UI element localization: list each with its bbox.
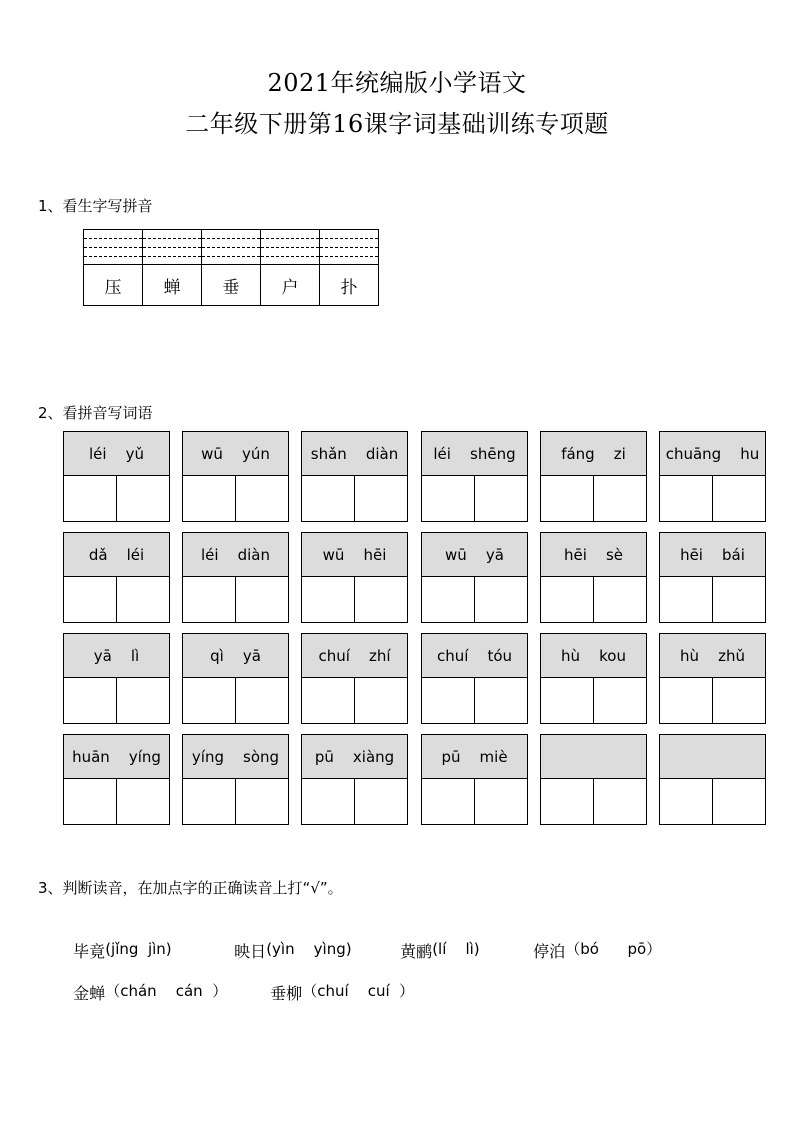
word-pinyin: chuí zhí: [302, 634, 407, 678]
title-line-2: 二年级下册第16课字词基础训练专项题: [185, 110, 609, 138]
reading-item: [63, 920, 172, 962]
character-write-box[interactable]: [713, 577, 765, 623]
item-paren-close: ）: [202, 982, 228, 1000]
write-boxes: [541, 678, 646, 724]
word-pinyin: hēi sè: [541, 533, 646, 577]
word-card: [182, 532, 289, 623]
character-write-box[interactable]: [64, 577, 117, 623]
word-card: [301, 532, 408, 623]
write-boxes: [183, 678, 288, 724]
word-pinyin: wū hēi: [302, 533, 407, 577]
item-paren-open: (: [432, 940, 439, 958]
reading-item: [63, 962, 227, 1004]
title-line-1: 2021年统编版小学语文: [267, 69, 527, 97]
character-write-box[interactable]: [183, 678, 236, 724]
word-card: [540, 532, 647, 623]
character-write-box[interactable]: [660, 779, 713, 825]
word-pinyin: pū xiàng: [302, 735, 407, 779]
item-paren-open: (: [266, 940, 273, 958]
character-write-box[interactable]: [541, 577, 594, 623]
write-boxes: [64, 476, 169, 522]
item-paren-open: （: [565, 940, 581, 958]
character-write-box[interactable]: [713, 779, 765, 825]
word-card: [182, 734, 289, 825]
write-boxes: [183, 779, 288, 825]
character-write-box[interactable]: [183, 476, 236, 522]
item-paren-open: （: [302, 982, 318, 1000]
item-word: 垂柳: [270, 984, 303, 1003]
word-pinyin: [660, 735, 765, 779]
character-write-box[interactable]: [117, 779, 169, 825]
character-write-box[interactable]: [594, 779, 646, 825]
item-paren-close: ）: [389, 982, 415, 1000]
word-pinyin: yā lì: [64, 634, 169, 678]
character-write-box[interactable]: [475, 476, 527, 522]
write-boxes: [660, 476, 765, 522]
pinyin-box[interactable]: [320, 230, 379, 265]
item-pinyin-options[interactable]: jǐng jìn: [111, 940, 166, 958]
item-paren-close: ): [345, 940, 352, 958]
character-write-box[interactable]: [302, 779, 355, 825]
word-pinyin: chuāng hu: [660, 432, 765, 476]
write-boxes: [64, 678, 169, 724]
word-pinyin: hù kou: [541, 634, 646, 678]
word-card: [421, 431, 528, 522]
write-boxes: [64, 779, 169, 825]
character-write-box[interactable]: [541, 779, 594, 825]
word-card: [421, 734, 528, 825]
character-write-box[interactable]: [183, 577, 236, 623]
character-write-box[interactable]: [117, 476, 169, 522]
reading-item: [523, 920, 661, 962]
item-pinyin-options[interactable]: bó pō: [580, 940, 647, 958]
write-boxes: [302, 577, 407, 623]
word-card: [301, 431, 408, 522]
character-write-box[interactable]: [594, 678, 646, 724]
write-boxes: [183, 577, 288, 623]
write-boxes: [64, 577, 169, 623]
character-write-box[interactable]: [422, 577, 475, 623]
word-card: [421, 532, 528, 623]
character-write-box[interactable]: [64, 678, 117, 724]
character-cell: 压: [84, 265, 143, 306]
word-card: [659, 532, 766, 623]
character-write-box[interactable]: [660, 577, 713, 623]
word-card: [421, 633, 528, 724]
write-boxes: [660, 779, 765, 825]
character-write-box[interactable]: [594, 577, 646, 623]
item-paren-close: ): [165, 940, 172, 958]
word-card: [540, 734, 647, 825]
character-write-box[interactable]: [117, 678, 169, 724]
character-write-box[interactable]: [422, 779, 475, 825]
character-write-box[interactable]: [475, 779, 527, 825]
word-card: [63, 734, 170, 825]
character-write-box[interactable]: [355, 476, 407, 522]
word-pinyin: qì yā: [183, 634, 288, 678]
word-card: [659, 633, 766, 724]
word-pinyin: yíng sòng: [183, 735, 288, 779]
word-pinyin: pū miè: [422, 735, 527, 779]
word-pinyin: wū yā: [422, 533, 527, 577]
item-word: 停泊: [533, 942, 566, 961]
character-cell: 扑: [320, 265, 379, 306]
section-1-heading: 1、看生字写拼音: [38, 197, 153, 215]
character-write-box[interactable]: [541, 678, 594, 724]
item-word: 金蝉: [73, 984, 106, 1003]
word-card: [63, 431, 170, 522]
character-write-box[interactable]: [594, 476, 646, 522]
character-write-box[interactable]: [422, 678, 475, 724]
word-card: [63, 633, 170, 724]
character-write-box[interactable]: [236, 476, 288, 522]
write-boxes: [302, 476, 407, 522]
write-boxes: [541, 779, 646, 825]
word-pinyin: [541, 735, 646, 779]
section-2-heading: 2、看拼音写词语: [38, 404, 153, 422]
item-pinyin-options[interactable]: chuí cuí: [317, 982, 390, 1000]
character-write-box[interactable]: [236, 577, 288, 623]
character-write-box[interactable]: [302, 577, 355, 623]
character-write-box[interactable]: [475, 577, 527, 623]
character-cell: 蝉: [143, 265, 202, 306]
character-write-box[interactable]: [236, 779, 288, 825]
write-boxes: [422, 779, 527, 825]
item-word: 毕竟: [73, 942, 106, 961]
character-write-box[interactable]: [355, 577, 407, 623]
character-write-box[interactable]: [236, 678, 288, 724]
item-paren-open: (: [105, 940, 112, 958]
pinyin-box[interactable]: [261, 230, 320, 265]
word-pinyin: dǎ léi: [64, 533, 169, 577]
item-word: 映日: [234, 942, 267, 961]
write-boxes: [422, 476, 527, 522]
word-pinyin: huān yíng: [64, 735, 169, 779]
character-write-box[interactable]: [660, 476, 713, 522]
word-card: [301, 633, 408, 724]
reading-item: [390, 920, 480, 962]
character-write-box[interactable]: [64, 476, 117, 522]
write-boxes: [302, 678, 407, 724]
item-paren-close: ）: [646, 940, 662, 958]
word-card: [540, 633, 647, 724]
word-card: [182, 431, 289, 522]
character-write-box[interactable]: [713, 476, 765, 522]
word-card: [540, 431, 647, 522]
pinyin-box[interactable]: [143, 230, 202, 265]
character-write-box[interactable]: [355, 779, 407, 825]
character-write-box[interactable]: [183, 779, 236, 825]
character-write-box[interactable]: [660, 678, 713, 724]
word-pinyin: wū yún: [183, 432, 288, 476]
write-boxes: [541, 476, 646, 522]
item-word: 黄鹂: [400, 942, 433, 961]
item-pinyin-options[interactable]: chán cán: [120, 982, 203, 1000]
character-cell: 垂: [202, 265, 261, 306]
write-boxes: [660, 678, 765, 724]
word-pinyin: hēi bái: [660, 533, 765, 577]
word-card: [659, 734, 766, 825]
character-write-box[interactable]: [713, 678, 765, 724]
write-boxes: [422, 577, 527, 623]
word-card: [182, 633, 289, 724]
character-write-box[interactable]: [117, 577, 169, 623]
write-boxes: [660, 577, 765, 623]
character-write-box[interactable]: [475, 678, 527, 724]
pinyin-box[interactable]: [84, 230, 143, 265]
character-write-box[interactable]: [64, 779, 117, 825]
word-pinyin: fáng zi: [541, 432, 646, 476]
item-pinyin-options[interactable]: yìn yìng: [272, 940, 346, 958]
word-pinyin: hù zhǔ: [660, 634, 765, 678]
reading-item: [260, 962, 414, 1004]
word-pinyin: léi diàn: [183, 533, 288, 577]
reading-item: [224, 920, 352, 962]
word-pinyin: chuí tóu: [422, 634, 527, 678]
word-pinyin: léi shēng: [422, 432, 527, 476]
word-card: [63, 532, 170, 623]
word-card: [301, 734, 408, 825]
word-pinyin: shǎn diàn: [302, 432, 407, 476]
character-write-box[interactable]: [541, 476, 594, 522]
character-cell: 户: [261, 265, 320, 306]
character-write-box[interactable]: [422, 476, 475, 522]
pinyin-writing-table: [83, 229, 379, 306]
character-write-box[interactable]: [355, 678, 407, 724]
character-write-box[interactable]: [302, 678, 355, 724]
pinyin-box[interactable]: [202, 230, 261, 265]
item-pinyin-options[interactable]: lí lì: [438, 940, 474, 958]
word-card: [659, 431, 766, 522]
item-paren-close: ): [473, 940, 480, 958]
character-write-box[interactable]: [302, 476, 355, 522]
write-boxes: [541, 577, 646, 623]
word-pinyin: léi yǔ: [64, 432, 169, 476]
write-boxes: [422, 678, 527, 724]
item-paren-open: （: [105, 982, 121, 1000]
section-3-heading: 3、判断读音，在加点字的正确读音上打“√”。: [38, 879, 343, 897]
write-boxes: [302, 779, 407, 825]
write-boxes: [183, 476, 288, 522]
